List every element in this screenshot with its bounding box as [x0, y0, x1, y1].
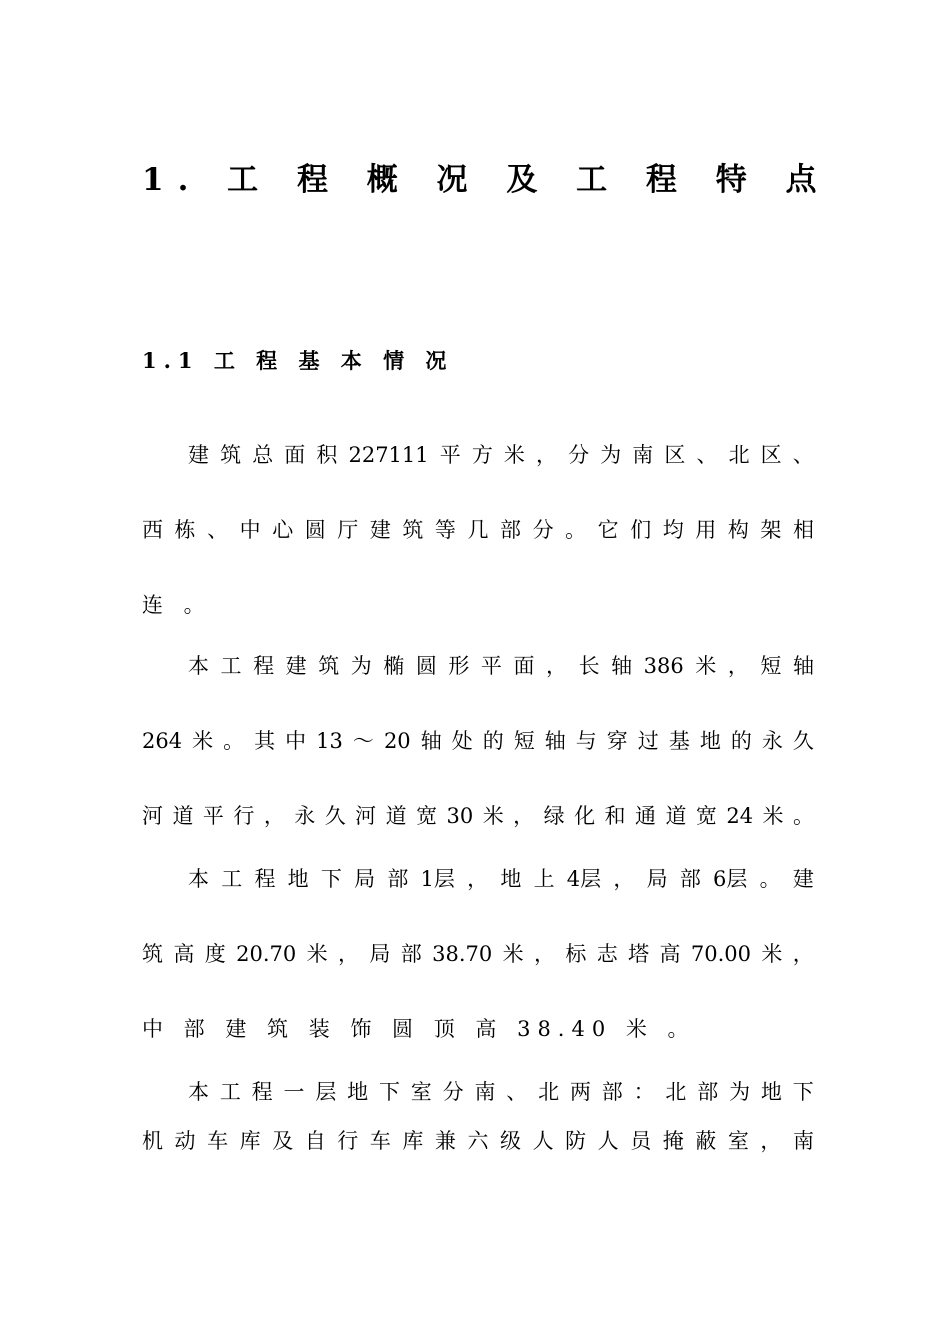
text-token: 永: [294, 804, 316, 828]
text-token: ，: [338, 942, 359, 966]
text-token: 筑: [220, 443, 242, 467]
text-token: 区: [664, 443, 686, 467]
text-token: ，: [536, 443, 558, 467]
text-token: 地: [287, 867, 309, 891]
text-token: 。: [565, 518, 587, 542]
text-token: 24: [726, 804, 754, 828]
text-token: 北: [665, 1080, 687, 1104]
text-token: 20.70: [236, 942, 297, 966]
text-token: 本: [188, 654, 209, 678]
text-token: 面: [284, 443, 306, 467]
text-token: 通: [634, 804, 656, 828]
text-token: ，: [534, 942, 555, 966]
text-token: 久: [324, 804, 346, 828]
text-token: 人: [597, 1129, 619, 1153]
text-token: 厅: [337, 518, 359, 542]
text-token: 轴: [420, 729, 442, 753]
text-token: 道: [665, 804, 687, 828]
text-token: ～: [352, 729, 374, 753]
text-token: 穿: [606, 729, 628, 753]
text-token: 平: [202, 804, 224, 828]
text-token: 蔽: [695, 1129, 717, 1153]
text-token: 264: [142, 729, 183, 753]
text-token: 局: [369, 942, 391, 966]
text-token: 轴: [792, 654, 814, 678]
text-token: 下: [320, 867, 342, 891]
text-token: 米: [482, 804, 504, 828]
text-token: 建: [188, 443, 209, 467]
text-token: 地: [760, 1080, 782, 1104]
text-token: 分: [568, 443, 590, 467]
text-token: 工: [219, 1080, 241, 1104]
text-token: 塔: [628, 942, 650, 966]
text-token: 、: [506, 1080, 528, 1104]
text-token: 宽: [695, 804, 717, 828]
text-token: 高: [173, 942, 195, 966]
text-token: 度: [204, 942, 226, 966]
text-token: ：: [633, 1080, 655, 1104]
text-token: 车: [207, 1129, 229, 1153]
text-token: 永: [761, 729, 783, 753]
text-token: 方: [471, 443, 493, 467]
text-token: 1层: [420, 867, 455, 891]
text-token: 短: [513, 729, 535, 753]
text-token: 本: [188, 867, 209, 891]
text-token: 、: [207, 518, 229, 542]
text-token: 部: [601, 1080, 623, 1104]
paragraph-line: [142, 1127, 814, 1155]
text-token: 分: [442, 1080, 464, 1104]
text-token: 13: [316, 729, 343, 753]
text-token: 栋: [174, 518, 196, 542]
text-token: 其: [254, 729, 276, 753]
text-token: 部: [400, 942, 422, 966]
text-token: 局: [646, 867, 668, 891]
text-token: 轴: [611, 654, 633, 678]
section-heading: 1.1 工 程 基 本 情 况: [142, 348, 454, 373]
text-token: ，: [613, 867, 635, 891]
text-token: 地: [500, 867, 522, 891]
text-token: ，: [467, 867, 489, 891]
text-token: 总: [252, 443, 274, 467]
text-token: 高: [659, 942, 681, 966]
text-token: 掩: [662, 1129, 684, 1153]
text-token: ，: [546, 654, 568, 678]
text-token: 。: [759, 867, 781, 891]
paragraph-line: [142, 802, 814, 830]
text-token: 工: [221, 867, 243, 891]
text-token: 区: [760, 443, 782, 467]
text-token: 过: [637, 729, 659, 753]
text-token: 库: [239, 1129, 261, 1153]
text-token: 部: [500, 518, 522, 542]
text-token: 构: [727, 518, 749, 542]
text-token: 米: [306, 942, 328, 966]
text-token: 建: [369, 518, 391, 542]
text-token: 行: [337, 1129, 359, 1153]
text-token: 227111: [348, 443, 429, 467]
text-token: 38.70: [432, 942, 493, 966]
paragraph-line: [188, 1078, 814, 1106]
text-token: 筑: [142, 942, 163, 966]
text-token: 地: [347, 1080, 369, 1104]
text-token: 级: [500, 1129, 522, 1153]
text-token: 室: [410, 1080, 432, 1104]
text-token: 防: [565, 1129, 587, 1153]
text-token: 为: [600, 443, 622, 467]
text-token: 的: [730, 729, 752, 753]
text-token: 米: [762, 804, 784, 828]
text-token: 6层: [713, 867, 748, 891]
text-token: 筑: [318, 654, 340, 678]
text-token: 地: [699, 729, 721, 753]
text-token: 、: [792, 443, 814, 467]
text-token: 和: [604, 804, 626, 828]
text-token: 它: [597, 518, 619, 542]
text-token: 均: [662, 518, 684, 542]
text-token: 动: [174, 1129, 196, 1153]
text-token: 自: [304, 1129, 326, 1153]
text-token: 基: [668, 729, 690, 753]
text-token: 工: [220, 654, 242, 678]
text-token: 道: [385, 804, 407, 828]
text-token: 几: [467, 518, 489, 542]
text-token: 六: [467, 1129, 489, 1153]
text-token: 长: [578, 654, 600, 678]
text-token: 70.00: [690, 942, 751, 966]
text-token: 分: [532, 518, 554, 542]
text-token: 绿: [543, 804, 565, 828]
text-token: 南: [632, 443, 654, 467]
text-token: 及: [272, 1129, 294, 1153]
text-token: 西: [142, 518, 163, 542]
text-token: 米: [695, 654, 717, 678]
text-token: 一: [283, 1080, 305, 1104]
text-token: 短: [760, 654, 782, 678]
text-token: 。: [792, 804, 814, 828]
text-token: 程: [251, 1080, 273, 1104]
text-token: 河: [142, 804, 163, 828]
text-token: 形: [448, 654, 470, 678]
text-token: 北: [728, 443, 750, 467]
paragraph-line: [142, 516, 814, 544]
text-token: 志: [596, 942, 618, 966]
text-token: 机: [142, 1129, 163, 1153]
text-token: 程: [254, 867, 276, 891]
text-token: 化: [574, 804, 596, 828]
text-token: 4层: [566, 867, 602, 891]
text-token: 、: [696, 443, 718, 467]
text-token: 南: [792, 1129, 814, 1153]
text-token: 建: [285, 654, 307, 678]
text-token: 轴: [544, 729, 566, 753]
text-token: 中: [285, 729, 307, 753]
paragraph-line: [188, 441, 814, 469]
text-token: 的: [482, 729, 504, 753]
text-token: 用: [695, 518, 717, 542]
text-token: 米: [192, 729, 214, 753]
paragraph-line: [188, 865, 814, 893]
text-token: 库: [402, 1129, 424, 1153]
text-token: 兼: [434, 1129, 456, 1153]
text-token: 米: [502, 942, 524, 966]
text-token: 积: [316, 443, 338, 467]
paragraph-line: [142, 727, 814, 755]
text-token: 员: [630, 1129, 652, 1153]
text-token: 上: [533, 867, 555, 891]
text-token: 386: [643, 654, 684, 678]
text-token: 等: [434, 518, 456, 542]
text-token: 车: [369, 1129, 391, 1153]
paragraph-line: [142, 940, 814, 968]
text-token: 部: [387, 867, 409, 891]
text-token: 部: [697, 1080, 719, 1104]
text-token: 。: [223, 729, 245, 753]
text-token: 两: [569, 1080, 591, 1104]
text-token: 部: [679, 867, 701, 891]
text-token: 室: [727, 1129, 749, 1153]
text-token: 道: [172, 804, 194, 828]
text-token: 南: [474, 1080, 496, 1104]
text-token: 北: [538, 1080, 560, 1104]
text-token: ，: [760, 1129, 782, 1153]
text-token: 们: [630, 518, 652, 542]
text-token: ，: [792, 942, 814, 966]
text-token: 人: [532, 1129, 554, 1153]
text-token: 标: [565, 942, 587, 966]
text-token: 与: [575, 729, 597, 753]
text-token: 局: [354, 867, 376, 891]
text-token: 本: [188, 1080, 209, 1104]
text-token: 平: [480, 654, 502, 678]
paragraph-line: 中 部 建 筑 装 饰 圆 顶 高 38.40 米 。: [142, 1017, 696, 1041]
text-token: 椭: [383, 654, 405, 678]
chapter-heading: 1. 工 程 概 况 及 工 程 特 点: [142, 162, 831, 198]
text-token: ，: [727, 654, 749, 678]
paragraph-line: 连 。: [142, 593, 212, 617]
text-token: 下: [792, 1080, 814, 1104]
text-token: 20: [383, 729, 411, 753]
text-token: 心: [272, 518, 294, 542]
text-token: 平: [439, 443, 461, 467]
paragraph-line: [188, 652, 814, 680]
text-token: ，: [513, 804, 535, 828]
text-token: 下: [378, 1080, 400, 1104]
text-token: 建: [792, 867, 814, 891]
text-token: 米: [761, 942, 783, 966]
text-token: 河: [355, 804, 377, 828]
text-token: 行: [233, 804, 255, 828]
text-token: 相: [792, 518, 814, 542]
text-token: 为: [729, 1080, 751, 1104]
text-token: 久: [792, 729, 814, 753]
text-token: 宽: [416, 804, 438, 828]
text-token: 处: [451, 729, 473, 753]
text-token: 圆: [415, 654, 437, 678]
text-token: 筑: [402, 518, 424, 542]
text-token: 圆: [304, 518, 326, 542]
text-token: 米: [503, 443, 525, 467]
text-token: 30: [446, 804, 474, 828]
text-token: 架: [760, 518, 782, 542]
text-token: 层: [315, 1080, 337, 1104]
text-token: 中: [239, 518, 261, 542]
text-token: 面: [513, 654, 535, 678]
text-token: 程: [253, 654, 275, 678]
text-token: ，: [263, 804, 285, 828]
text-token: 为: [350, 654, 372, 678]
